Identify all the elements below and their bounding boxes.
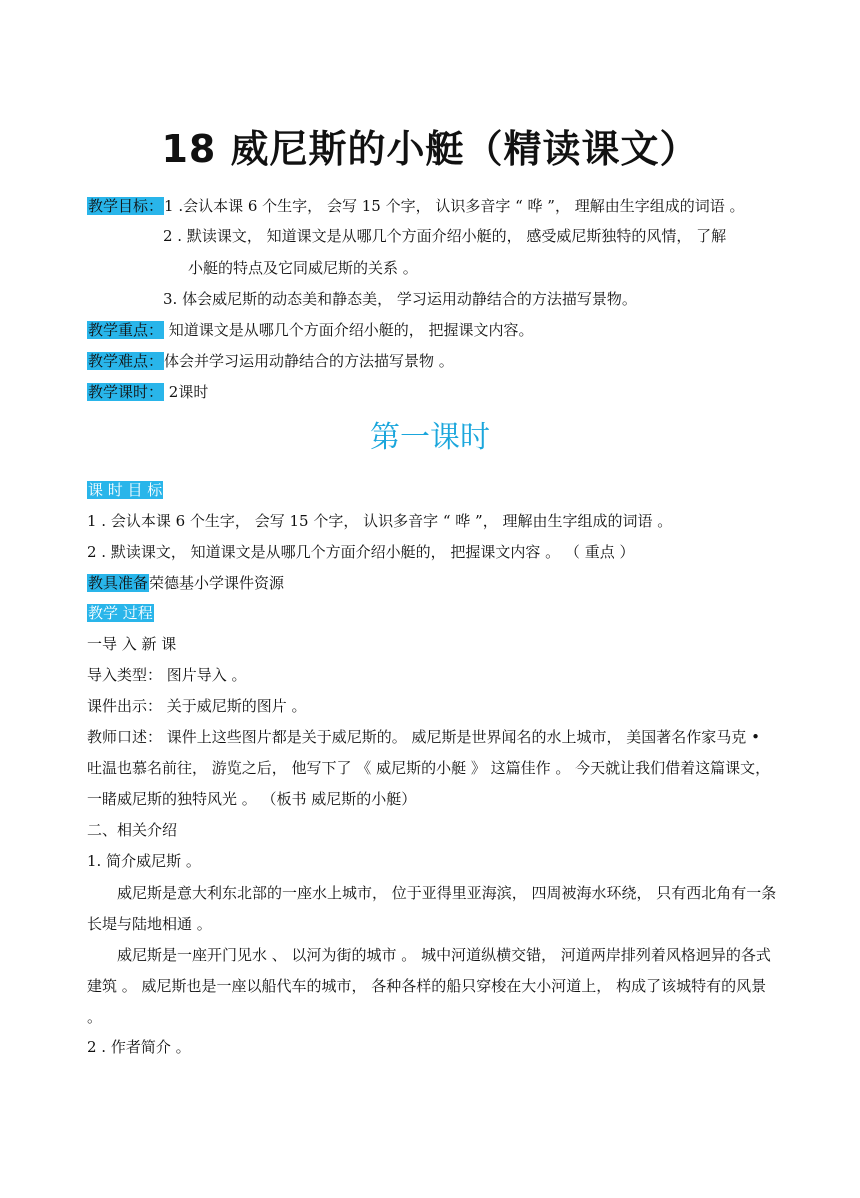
lesson-goal-text: 1 . 会认本课 6 个生字， 会写 15 个字， 认识多音字 “ 哗 ”， 理解由生字组成的词语 。 xyxy=(87,512,673,530)
process-line xyxy=(87,665,247,685)
hours-label: 教学课时： xyxy=(88,383,164,401)
teacher-talk-paragraph: 教师口述： 课件上这些图片都是关于威尼斯的。 威尼斯是世界闻名的水上城市， 美国著名作家马克 • 吐温也慕名前往， 游览之后， 他写下了 《 威尼斯的小艇 》 这篇佳作 。 今天就让我们借着这篇课文， 一睹威尼斯的独特风光 。 （板书 威尼斯的小艇） xyxy=(87,728,771,808)
key-point-line xyxy=(87,320,534,340)
intro-paragraph-1: 威尼斯是意大利东北部的一座水上城市， 位于亚得里亚海滨， 四周被海水环绕， 只有西北角有一条长堤与陆地相通 。 xyxy=(87,884,777,933)
intro-heading-text: 1. 简介威尼斯 。 xyxy=(87,852,201,870)
difficulty-line xyxy=(87,351,454,371)
process-text: 课件出示： 关于威尼斯的图片 。 xyxy=(87,697,307,715)
hours-line xyxy=(87,382,208,402)
lesson-goal-heading xyxy=(87,480,163,500)
intro-heading xyxy=(87,851,201,871)
lesson-goal-item-1 xyxy=(87,511,672,531)
intro-paragraph-2: 威尼斯是一座开门见水 、 以河为街的城市 。 城中河道纵横交错， 河道两岸排列着风格迥异的各式建筑 。 威尼斯也是一座以船代车的城市， 各种各样的船只穿梭在大小河道上， 构成了该城特有的风景 。 xyxy=(87,946,771,1026)
section2-text: 二、相关介绍 xyxy=(87,821,178,839)
objective-item: 小艇的特点及它同威尼斯的关系 。 xyxy=(188,259,418,277)
process-label: 教学 过程 xyxy=(88,604,153,622)
objectives-line-1 xyxy=(87,196,745,216)
lesson-goal-text: 2 . 默读课文， 知道课文是从哪几个方面介绍小艇的， 把握课文内容 。 （ 重点 ） xyxy=(87,543,635,561)
objective-item: 3. 体会威尼斯的动态美和静态美， 学习运用动静结合的方法描写景物。 xyxy=(163,290,637,308)
key-point-text: 知道课文是从哪几个方面介绍小艇的， 把握课文内容。 xyxy=(164,321,534,339)
section2-heading xyxy=(87,820,177,840)
objectives-line-4 xyxy=(163,289,637,309)
materials-line xyxy=(87,573,284,593)
materials-label: 教具准备 xyxy=(88,574,149,592)
objectives-line-2 xyxy=(163,226,726,246)
lesson-goal-item-2 xyxy=(87,542,634,562)
difficulty-text: 体会并学习运用动静结合的方法描写景物 。 xyxy=(164,352,454,370)
process-line xyxy=(87,634,176,654)
objectives-line-3 xyxy=(188,258,418,278)
lesson-goal-label: 课 时 目 标 xyxy=(88,481,163,499)
section-title: 第一课时 xyxy=(370,420,490,455)
objective-item: 1 .会认本课 6 个生字， 会写 15 个字， 认识多音字 “ 哗 ”， 理解由生字组成的词语 。 xyxy=(164,197,745,215)
difficulty-label: 教学难点： xyxy=(88,352,164,370)
hours-text: 2课时 xyxy=(164,383,209,401)
document-title: 18 威尼斯的小艇（精读课文） xyxy=(161,127,699,171)
objective-item: 2 . 默读课文， 知道课文是从哪几个方面介绍小艇的， 感受威尼斯独特的风情， 了解 xyxy=(163,227,727,245)
process-line xyxy=(87,696,307,716)
key-point-label: 教学重点： xyxy=(88,321,164,339)
process-text: 一导 入 新 课 xyxy=(87,635,177,653)
author-heading-text: 2 . 作者简介 。 xyxy=(87,1038,191,1056)
author-heading xyxy=(87,1037,191,1057)
materials-text: 荣德基小学课件资源 xyxy=(149,574,285,592)
objectives-label: 教学目标： xyxy=(88,197,164,215)
process-text: 导入类型： 图片导入 。 xyxy=(87,666,247,684)
process-heading xyxy=(87,603,154,623)
